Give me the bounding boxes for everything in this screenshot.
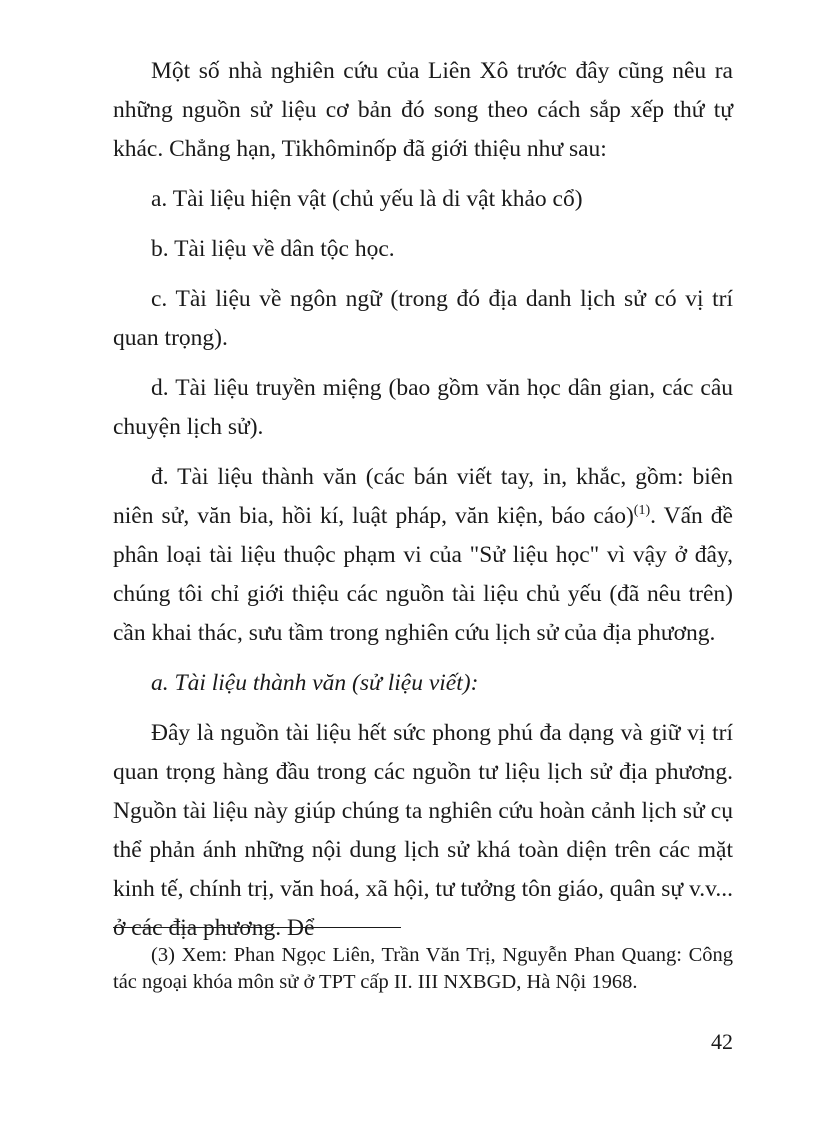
paragraph-written-sources: Đây là nguồn tài liệu hết sức phong phú đa dạng và giữ vị trí quan trọng hàng đầu trong các nguồn tư liệu lịch sử địa phương. Nguồn tài liệu này giúp chúng ta nghiên cứu hoàn cảnh lịch sử cụ thể phản ánh những nội dung lịch sử khá toàn diện trên các mặt kinh tế, chính trị, văn hoá, xã hội, tư tưởng tôn giáo, quân sự v.v... ở các địa phương. Để xyxy=(113,720,733,941)
list-item-b: b. Tài liệu về dân tộc học. xyxy=(151,236,395,262)
page-body xyxy=(113,52,733,959)
paragraph-intro: Một số nhà nghiên cứu của Liên Xô trước đây cũng nêu ra những nguồn sử liệu cơ bản đó song theo cách sắp xếp thứ tự khác. Chẳng hạn, Tikhôminốp đã giới thiệu như sau: xyxy=(113,58,733,162)
list-item-dd-end: . Vấn đề phân loại tài liệu thuộc phạm vi của "Sử liệu học" vì vậy ở đây, chúng tôi chỉ giới thiệu các nguồn tài liệu chủ yếu (đã nêu trên) cần khai thác, sưu tầm trong nghiên cứu lịch sử của địa phương. xyxy=(113,503,733,646)
list-item-a: a. Tài liệu hiện vật (chủ yếu là di vật khảo cổ) xyxy=(151,186,583,212)
footnote-reference: (1) xyxy=(633,503,651,519)
footnote: (3) Xem: Phan Ngọc Liên, Trần Văn Trị, Nguyễn Phan Quang: Công tác ngoại khóa môn sử ở TPT cấp II. III NXBGD, Hà Nội 1968. xyxy=(113,944,733,993)
list-item-d: d. Tài liệu truyền miệng (bao gồm văn học dân gian, các câu chuyện lịch sử). xyxy=(113,375,733,440)
list-item-dd-start: đ. Tài liệu thành văn (các bán viết tay, in, khắc, gồm: biên niên sử, văn bia, hồi kí, luật pháp, văn kiện, báo cáo) xyxy=(113,464,733,529)
section-heading: a. Tài liệu thành văn (sử liệu viết): xyxy=(151,670,479,696)
list-item-dd xyxy=(113,458,733,653)
footnote-divider xyxy=(113,927,401,928)
page-number: 42 xyxy=(711,1029,733,1054)
list-item-c: c. Tài liệu về ngôn ngữ (trong đó địa danh lịch sử có vị trí quan trọng). xyxy=(113,286,733,351)
